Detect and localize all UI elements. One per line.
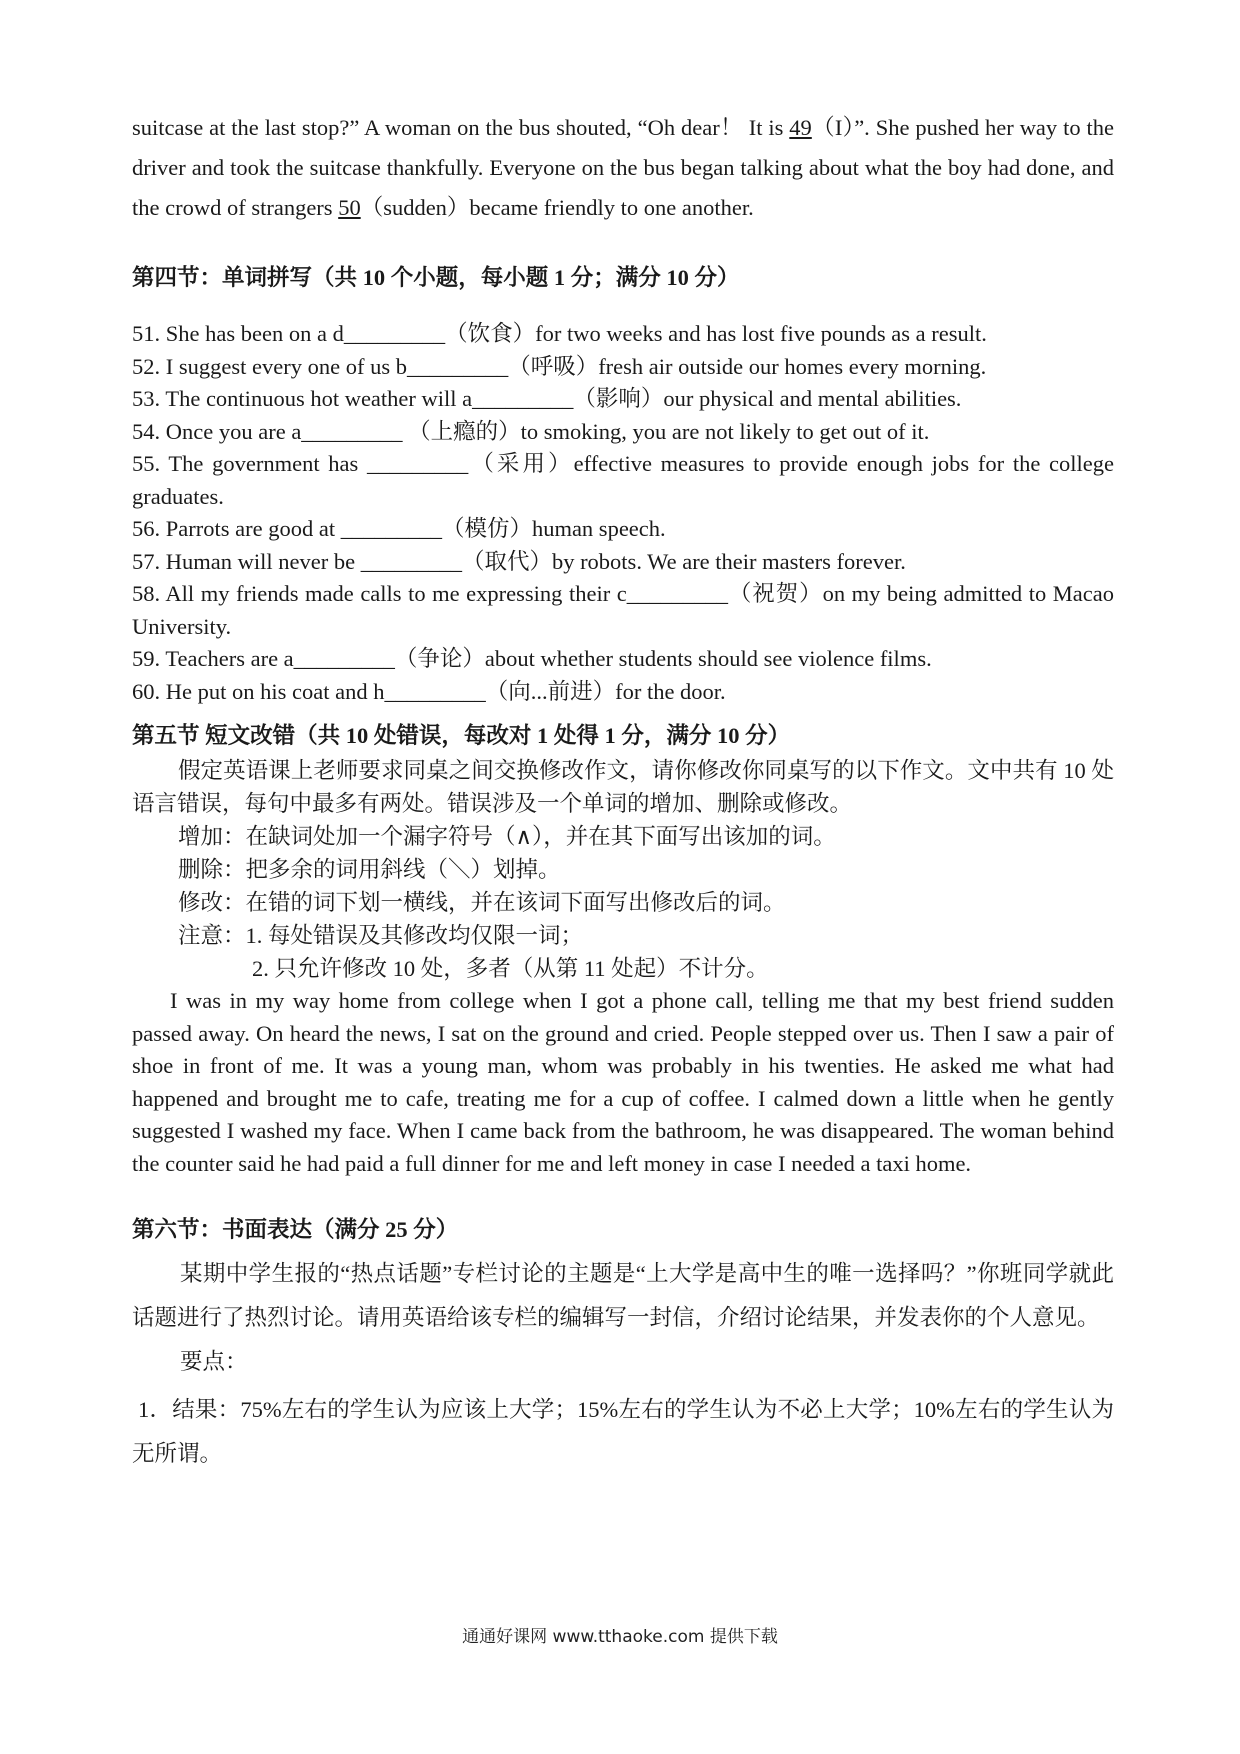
passage-text: （I）”. She pushed her way to the driver and took the suitcase thankfully. Everyone on the bus began talking about what the boy had done, and the crowd of strangers (132, 115, 1114, 220)
spelling-item: 60. He put on his coat and h_________（向...前进）for the door. (132, 678, 726, 704)
page-footer: 通通好课网 www.tthaoke.com 提供下载 (462, 1627, 778, 1647)
spelling-item: 51. She has been on a d_________（饮食）for two weeks and has lost five pounds as a result. (132, 321, 987, 346)
rule-delete: 删除：把多余的词用斜线（＼）划掉。 (178, 857, 561, 882)
section5-intro: 假定英语课上老师要求同桌之间交换修改作文，请你修改你同桌写的以下作文。文中共有 10 处语言错误，每句中最多有两处。错误涉及一个单词的增加、删除或修改。 (132, 758, 1114, 816)
result-text: 1．结果：75%左右的学生认为应该上大学；15%左右的学生认为不必上大学；10%左右的学生认为无所谓。 (132, 1397, 1114, 1466)
note-2: 2. 只允许修改 10 处，多者（从第 11 处起）不计分。 (252, 956, 769, 981)
blank-49: 49 (789, 115, 812, 140)
spelling-item: 55. The government has _________（采用）effective measures to provide enough jobs for the college graduates. (132, 451, 1114, 509)
points-result (132, 1388, 1114, 1476)
spelling-item: 56. Parrots are good at _________（模仿）human speech. (132, 516, 666, 541)
error-correction-essay: I was in my way home from college when I got a phone call, telling me that my best friend sudden passed away. On heard the news, I sat on the ground and cried. People stepped over us. Then I saw a pair of shoe in front of me. It was a young man, whom was probably in his twenties. He asked me what had happened and brought me to cafe, treating me for a cup of coffee. I calmed down a little when he gently suggested I washed my face. When I came back from the bathroom, he was disappeared. The woman behind the counter said he had paid a full dinner for me and left money in case I needed a taxi home. (132, 988, 1114, 1176)
rule-modify: 修改：在错的词下划一横线，并在该词下面写出修改后的词。 (178, 890, 786, 915)
passage-continuation (132, 108, 1114, 228)
section6-heading: 第六节：书面表达（满分 25 分） (132, 1217, 459, 1242)
spelling-item: 57. Human will never be _________（取代）by robots. We are their masters forever. (132, 548, 906, 574)
passage-text: （sudden）became friendly to one another. (360, 195, 754, 220)
writing-prompt: 某期中学生报的“热点话题”专栏讨论的主题是“上大学是高中生的唯一选择吗？”你班同学就此话题进行了热烈讨论。请用英语给该专栏的编辑写一封信，介绍讨论结果，并发表你的个人意见。 (132, 1261, 1114, 1330)
note-1: 注意：1. 每处错误及其修改均仅限一词； (178, 923, 584, 948)
passage-text: suitcase at the last stop?” A woman on the bus shouted, “Oh dear！ It is (132, 115, 790, 140)
blank-50: 50 (338, 195, 361, 220)
spelling-item: 52. I suggest every one of us b_________（呼吸）fresh air outside our homes every morning. (132, 353, 987, 379)
spelling-list (132, 318, 1114, 708)
section5-heading: 第五节 短文改错（共 10 处错误，每改对 1 处得 1 分，满分 10 分） (132, 723, 791, 748)
spelling-item: 58. All my friends made calls to me expressing their c_________（祝贺）on my being admitted to Macao University. (132, 581, 1114, 639)
section4-heading: 第四节：单词拼写（共 10 个小题，每小题 1 分；满分 10 分） (132, 265, 740, 290)
spelling-item: 54. Once you are a_________ （上瘾的）to smoking, you are not likely to get out of it. (132, 418, 930, 444)
points-label: 要点： (180, 1349, 248, 1374)
spelling-item: 59. Teachers are a_________（争论）about whether students should see violence films. (132, 646, 932, 671)
rule-add: 增加：在缺词处加一个漏字符号（∧），并在其下面写出该加的词。 (178, 824, 836, 849)
spelling-item: 53. The continuous hot weather will a_________（影响）our physical and mental abilities. (132, 386, 962, 411)
